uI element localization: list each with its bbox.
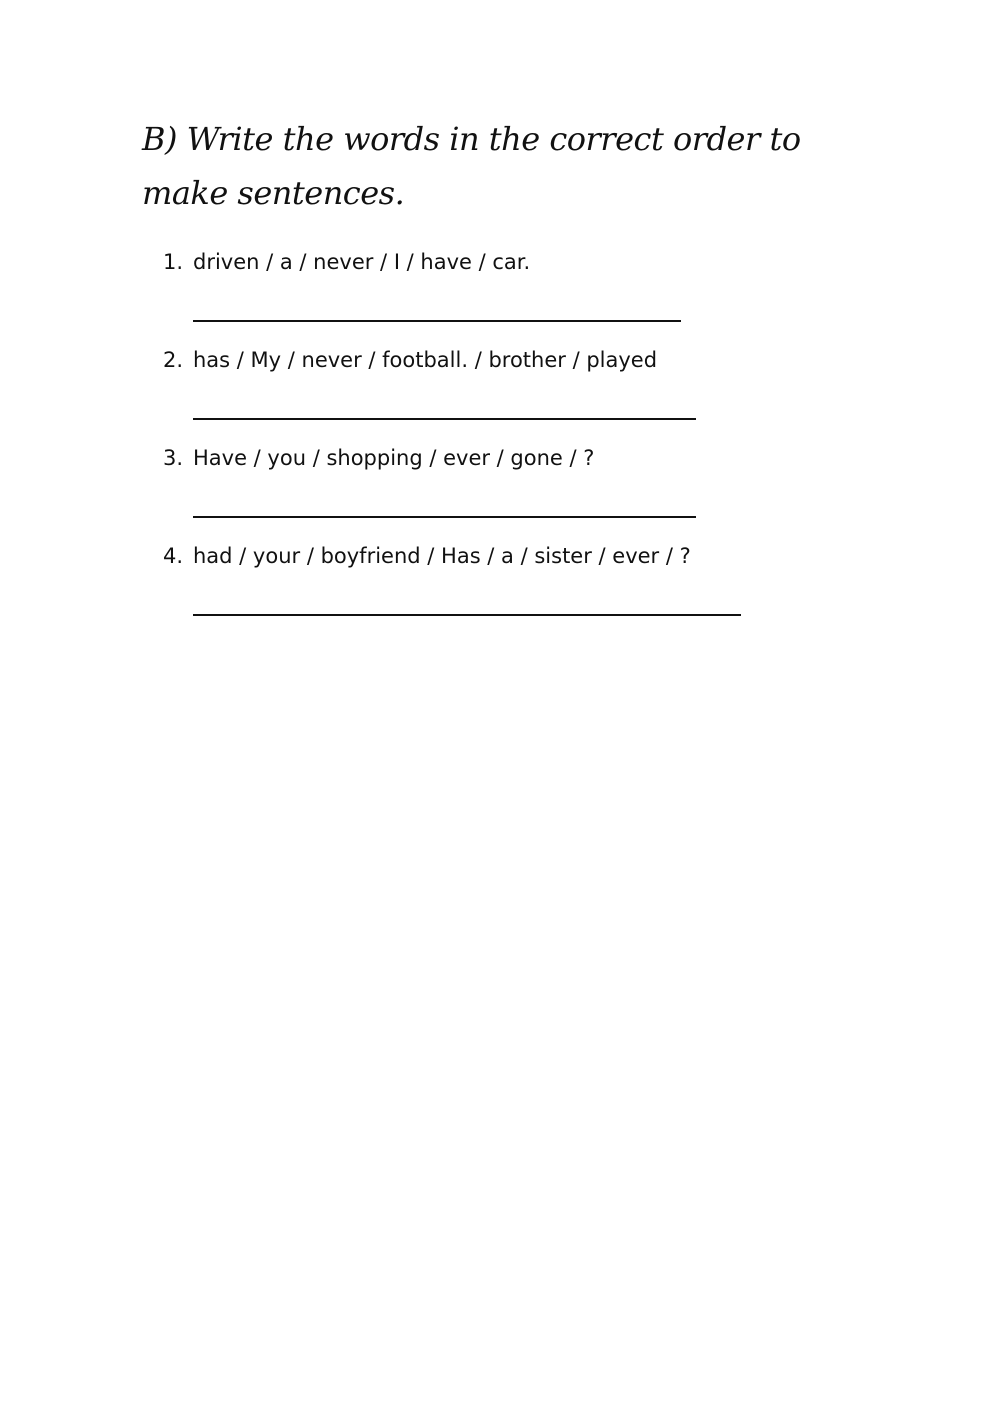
- exercise-list: [163, 246, 803, 638]
- answer-line[interactable]: [193, 418, 696, 420]
- answer-line[interactable]: [193, 614, 741, 616]
- exercise-item: [163, 442, 803, 540]
- scrambled-words: had / your / boyfriend / Has / a / sister / ever / ?: [193, 544, 691, 568]
- scrambled-words: Have / you / shopping / ever / gone / ?: [193, 446, 595, 470]
- answer-line[interactable]: [193, 516, 696, 518]
- item-number: 1.: [163, 250, 184, 274]
- item-number: 3.: [163, 446, 184, 470]
- exercise-heading: B) Write the words in the correct order to make sentences.: [142, 120, 801, 212]
- scrambled-words: driven / a / never / I / have / car.: [193, 250, 531, 274]
- exercise-item: [163, 540, 803, 638]
- scrambled-words: has / My / never / football. / brother / played: [193, 348, 658, 372]
- answer-line[interactable]: [193, 320, 681, 322]
- item-number: 2.: [163, 348, 184, 372]
- exercise-item: [163, 344, 803, 442]
- exercise-item: [163, 246, 803, 344]
- item-number: 4.: [163, 544, 184, 568]
